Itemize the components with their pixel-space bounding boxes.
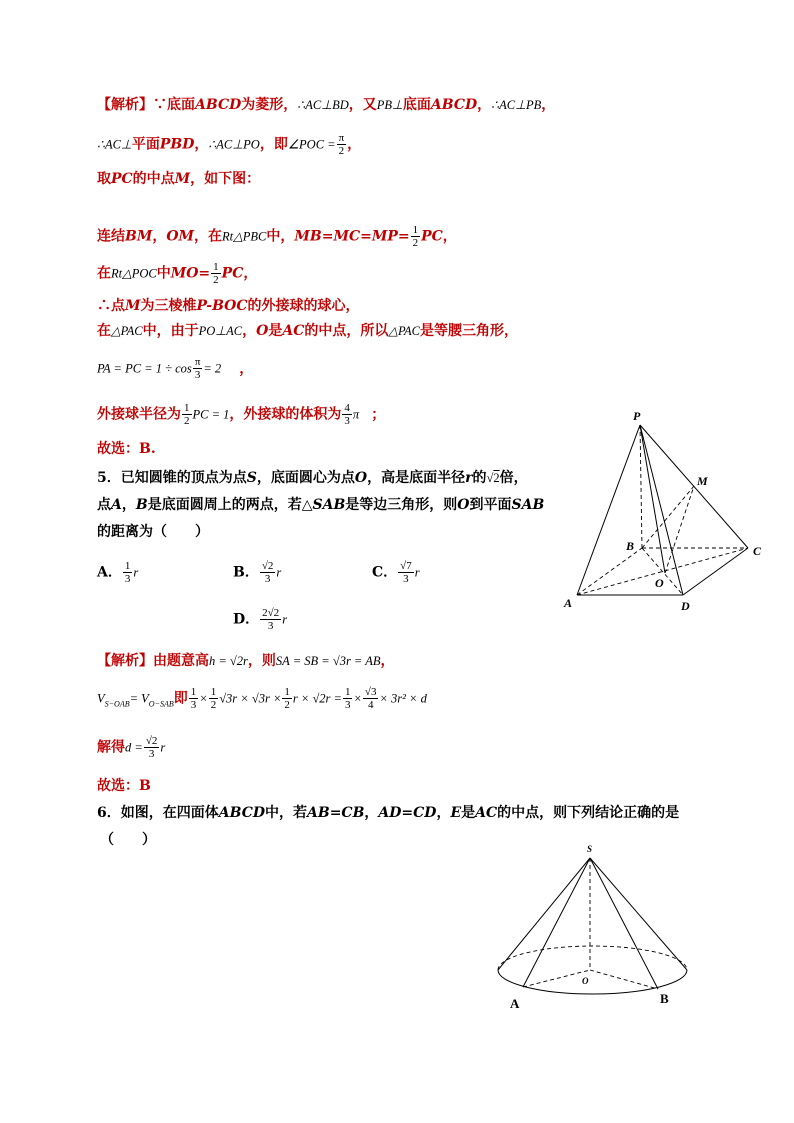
sol4-line7: 在△PAC中，由于PO⊥AC，O是AC的中点，所以△PAC是等腰三角形， — [97, 323, 518, 339]
sol4-line3: 取PC的中点M，如下图： — [97, 171, 261, 187]
generatrix-left — [498, 858, 590, 970]
q5-solution-line3: 解得d = $\frac{√2}{3}$ r — [97, 735, 166, 760]
fraction: $\frac{1}{3}$ — [344, 686, 351, 711]
label-M: M — [697, 474, 708, 488]
fraction: $\frac{1}{3}$ — [190, 686, 197, 711]
edge-PD — [640, 425, 683, 595]
label-A: A — [564, 596, 573, 610]
fraction: $\frac{√7}{3}$ — [400, 560, 412, 585]
base-back-arc — [498, 946, 687, 970]
fraction: $\frac{√2}{3}$ — [261, 560, 274, 585]
label-B: B — [660, 991, 669, 1006]
edge-PA — [577, 425, 640, 595]
fraction: $\frac{1}{2}$ — [412, 224, 419, 249]
fraction: $\frac{2√2}{3}$ — [262, 607, 280, 632]
fraction: $\frac{√2}{3}$ — [145, 735, 158, 760]
fraction: $\frac{1}{2}$ — [184, 402, 190, 427]
fraction: $\frac{1}{2}$ — [210, 686, 217, 711]
segment-OM — [665, 486, 694, 573]
edge-SB — [590, 858, 658, 989]
generatrix-right — [590, 858, 687, 970]
edge-PB — [640, 425, 642, 548]
label-C: C — [753, 544, 762, 558]
q5-option-d: D． $\frac{2√2}{3}$ r — [233, 607, 288, 632]
q5-solution-line1: 【解析】由题意高h = √2r，则SA = SB = √3r = AB， — [97, 653, 395, 669]
q5-option-b: B． $\frac{√2}{3}$ r — [233, 560, 282, 585]
q5-line3: 的距离为（ ） — [97, 524, 209, 540]
q5-line1: 5．已知圆锥的顶点为点S，底面圆心为点O，高是底面半径r的√2倍， — [97, 470, 528, 486]
label-S: S — [587, 844, 593, 854]
fraction: $\frac{1}{2}$ — [284, 686, 290, 711]
sol4-line9: 外接球半径为 $\frac{1}{2}$ PC = 1，外接球的体积为 $\frac{4}{3}$ π ； — [97, 402, 386, 427]
sol4-line5: 在Rt△POC中MO= $\frac{1}{2}$ PC， — [97, 261, 258, 286]
sol4-line2: ∴AC⊥平面PBD，∴AC⊥PO，即∠POC = $\frac{\pi}{2}$ ， — [97, 132, 362, 157]
solution-tag: 【解析】 — [97, 653, 153, 669]
sol4-line8: PA = PC = 1 ÷ cos $\frac{\pi}{3}$ = 2 ， — [97, 356, 254, 381]
cone-figure — [490, 838, 700, 1013]
edge-AB — [577, 548, 642, 595]
q5-option-c: C． $\frac{√7}{3}$ r — [372, 560, 420, 585]
fraction: $\frac{\pi}{3}$ — [194, 356, 201, 381]
q5-line2: 点A，B是底面圆周上的两点，若△SAB是等边三角形，则O到平面SAB — [97, 497, 545, 513]
label-O: O — [582, 976, 589, 986]
edge-PO — [640, 425, 665, 573]
label-O: O — [655, 576, 664, 590]
sol4-answer: 故选：B. — [97, 441, 156, 457]
radius-OA — [523, 970, 590, 987]
label-A: A — [510, 996, 520, 1011]
q5-solution-line2: $V_{S-OAB}= V_{O-SAB}$即 $\frac{1}{3}$ × $\frac{1}{2}$ √3r × √3r × $\frac{1}{2}$ r × √2r = $\frac{1}{3}$ × $\frac{√3}{4}$ × 3r² × d — [97, 686, 427, 711]
radius-OB — [590, 970, 658, 989]
label-D: D — [681, 599, 690, 613]
fraction: $\frac{\pi}{2}$ — [338, 132, 345, 157]
fraction: $\frac{4}{3}$ — [344, 402, 350, 427]
base-front-arc — [498, 970, 687, 994]
label-P: P — [633, 409, 641, 423]
segment-BM — [642, 486, 694, 548]
q6-line2: （ ） — [100, 832, 156, 848]
solution-tag: 【解析】 — [97, 97, 153, 113]
sol4-line6: ∴点M为三棱椎P-BOC的外接球的球心， — [97, 298, 360, 314]
fraction: $\frac{1}{2}$ — [213, 261, 219, 286]
q5-option-a: A． $\frac{1}{3}$ r — [97, 560, 139, 585]
edge-DC — [683, 548, 748, 595]
fraction: $\frac{1}{3}$ — [124, 560, 131, 585]
edge-SA — [523, 858, 590, 987]
q5-answer: 故选：B — [97, 778, 151, 794]
sol4-line1: 【解析】∵底面ABCD为菱形，∴AC⊥BD，又PB⊥底面ABCD，∴AC⊥PB， — [97, 97, 556, 113]
sol4-line4: 连结BM，OM，在Rt△PBC中，MB=MC=MP= $\frac{1}{2}$ PC， — [97, 224, 457, 249]
q6-line1: 6．如图，在四面体ABCD中，若AB=CB，AD=CD，E是AC的中点，则下列结论正确的是 — [97, 805, 680, 821]
fraction: $\frac{√3}{4}$ — [364, 686, 377, 711]
label-B: B — [626, 539, 635, 553]
pyramid-figure — [555, 405, 775, 620]
